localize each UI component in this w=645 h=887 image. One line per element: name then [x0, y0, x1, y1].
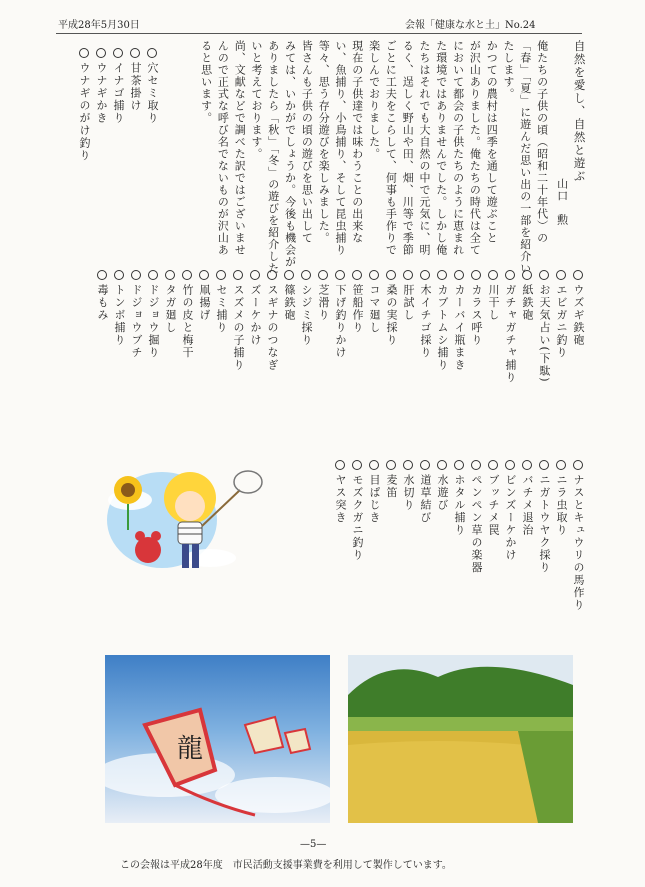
play-name: 水遊び: [436, 474, 449, 512]
play-name: エビガニ釣り: [555, 284, 568, 359]
play-name: イナゴ捕り: [112, 62, 125, 125]
play-list-item: [349, 460, 365, 612]
bullet-circle-icon: [556, 460, 566, 470]
play-name: 篠鉄砲: [283, 284, 296, 322]
play-list-item: [298, 270, 314, 384]
article-line: が沢山ありました。俺たちの時代は全て: [468, 40, 482, 256]
article-title: 自然を愛し、自然と遊ぶ: [572, 40, 587, 183]
play-list-item: [179, 270, 195, 384]
play-name: トンボ捕り: [113, 284, 126, 347]
bullet-circle-icon: [505, 270, 515, 280]
article-line: ありましたら「秋」「冬」の遊びを紹介した: [266, 40, 280, 275]
play-list-item: [553, 270, 569, 384]
play-list-item: [434, 270, 450, 384]
play-name: スギナのつなぎ: [266, 284, 279, 372]
bullet-circle-icon: [420, 460, 430, 470]
bullet-circle-icon: [199, 270, 209, 280]
play-list-item: [451, 270, 467, 384]
play-name: 毒もみ: [96, 284, 109, 322]
article-line: かつての農村は四季を通して遊ぶこと: [485, 40, 499, 244]
play-name: スズメの子捕り: [232, 284, 245, 372]
play-list-item: [417, 460, 433, 612]
play-list-bottom: [332, 460, 586, 612]
bullet-circle-icon: [454, 270, 464, 280]
bullet-circle-icon: [267, 270, 277, 280]
play-name: 川干し: [487, 284, 500, 322]
bullet-circle-icon: [539, 270, 549, 280]
play-list-item: [519, 270, 535, 384]
bullet-circle-icon: [420, 270, 430, 280]
play-name: ヤス突き: [334, 474, 347, 524]
play-list-item: [213, 270, 229, 384]
play-name: 凧揚げ: [198, 284, 211, 322]
bullet-circle-icon: [233, 270, 243, 280]
play-list-item: [332, 270, 348, 384]
play-list-item: [536, 460, 552, 612]
bullet-circle-icon: [335, 270, 345, 280]
bullet-circle-icon: [369, 270, 379, 280]
play-list-item: [281, 270, 297, 384]
play-name: お天気占い(下駄): [538, 284, 551, 384]
kite-character: 龍: [177, 734, 204, 764]
play-list-item: [570, 460, 586, 612]
bullet-circle-icon: [522, 460, 532, 470]
play-list-item: [400, 270, 416, 384]
bullet-circle-icon: [165, 270, 175, 280]
play-list-item: [383, 270, 399, 384]
play-name: 木イチゴ採り: [419, 284, 432, 359]
article-line: ると思います。: [199, 40, 213, 124]
kite-photo: [105, 655, 330, 823]
article-line: 「春」「夏」に遊んだ思い出の一部を紹介い: [518, 40, 532, 275]
article-author: 山口 勲: [555, 178, 569, 226]
play-name: ドジョウ掘り: [147, 284, 160, 359]
article-line: た環境ではありませんでした。しかし俺: [434, 40, 448, 256]
bullet-circle-icon: [335, 460, 345, 470]
play-list-item: [128, 270, 144, 384]
play-name: ドジョウブチ: [130, 284, 143, 359]
bullet-circle-icon: [488, 270, 498, 280]
bullet-circle-icon: [573, 460, 583, 470]
article-line: 皆さんも子供の頃の遊びを思い出して: [300, 40, 314, 244]
play-name: バチメ退治: [521, 474, 534, 537]
play-list-item: [451, 460, 467, 612]
play-name: ホタル捕り: [453, 474, 466, 537]
play-name: ウナギのがけ釣り: [78, 62, 91, 162]
bullet-circle-icon: [471, 270, 481, 280]
play-name: カラス呼り: [470, 284, 483, 347]
play-list-item: [434, 460, 450, 612]
article-line: 楽しんでおりました。: [367, 40, 381, 160]
wheat-field-photo: [348, 655, 573, 823]
play-list-item: [315, 270, 331, 384]
bullet-circle-icon: [386, 270, 396, 280]
bullet-circle-icon: [284, 270, 294, 280]
article-line: において都会の子供たちのように恵まれ: [451, 40, 465, 256]
article-line: みては、いかがでしょうか。今後も機会が: [283, 40, 297, 268]
article-line: 尚、文献などで調べた訳ではございませ: [233, 40, 247, 256]
bullet-circle-icon: [437, 460, 447, 470]
play-name: ウナギかき: [95, 62, 108, 125]
article-line: んので正式な呼び名でないものが沢山あ: [216, 40, 230, 256]
article-line: いと考えております。: [249, 40, 263, 160]
bullet-circle-icon: [97, 270, 107, 280]
bullet-circle-icon: [386, 460, 396, 470]
play-list-item: [485, 270, 501, 384]
play-list-item: [536, 270, 552, 384]
play-name: 水切り: [402, 474, 415, 512]
bullet-circle-icon: [318, 270, 328, 280]
play-name: ガチャガチャ捕り: [504, 284, 517, 384]
article-line: たします。: [501, 40, 515, 100]
play-name: 目ぱじき: [368, 474, 381, 524]
play-list-item: [94, 270, 110, 384]
play-name: セミ捕り: [215, 284, 228, 334]
play-name: モズクガニ釣り: [351, 474, 364, 562]
play-name: タガ廻し: [164, 284, 177, 334]
play-list-item: [145, 270, 161, 384]
bullet-circle-icon: [216, 270, 226, 280]
play-name: ニラ虫取り: [555, 474, 568, 537]
article-line: い、魚捕り、小鳥捕り、そして昆虫捕り: [333, 40, 347, 256]
bullet-circle-icon: [182, 270, 192, 280]
play-list-item: [519, 460, 535, 612]
play-list-item: [468, 460, 484, 612]
play-list-item: [93, 48, 109, 162]
bullet-circle-icon: [148, 270, 158, 280]
play-list-item: [230, 270, 246, 384]
bullet-circle-icon: [131, 270, 141, 280]
play-name: ウズギ鉄砲: [572, 284, 585, 347]
play-name: ブッチメ罠: [487, 474, 500, 537]
play-name: コマ廻し: [368, 284, 381, 334]
bullet-circle-icon: [556, 270, 566, 280]
page-number: —5—: [300, 839, 327, 850]
play-list-item: [417, 270, 433, 384]
play-name: 下げ釣りかけ: [334, 284, 347, 359]
play-name: ニガトウヤク採り: [538, 474, 551, 574]
bullet-circle-icon: [403, 460, 413, 470]
play-list-item: [485, 460, 501, 612]
bullet-circle-icon: [96, 48, 106, 58]
play-name: 麦笛: [385, 474, 398, 499]
bullet-circle-icon: [573, 270, 583, 280]
bullet-circle-icon: [352, 270, 362, 280]
play-list-item: [553, 460, 569, 612]
play-list-item: [144, 48, 160, 162]
play-list-item: [366, 460, 382, 612]
bullet-circle-icon: [369, 460, 379, 470]
bullet-circle-icon: [522, 270, 532, 280]
play-name: カーバイ瓶まき: [453, 284, 466, 372]
play-name: 道草結び: [419, 474, 432, 524]
play-name: カブトムシ捕り: [436, 284, 449, 372]
article-line: るく、逞しく野山や田、畑、川等で季節: [401, 40, 415, 256]
play-list-item: [76, 48, 92, 162]
bullet-circle-icon: [147, 48, 157, 58]
bullet-circle-icon: [114, 270, 124, 280]
play-name: 穴セミ取り: [146, 62, 159, 125]
bullet-circle-icon: [471, 460, 481, 470]
play-list-item: [383, 460, 399, 612]
play-list-item: [264, 270, 280, 384]
play-list-item: [110, 48, 126, 162]
bullet-circle-icon: [250, 270, 260, 280]
header-rule: [56, 33, 582, 34]
bullet-circle-icon: [505, 460, 515, 470]
play-list-item: [111, 270, 127, 384]
play-list-item: [247, 270, 263, 384]
bullet-circle-icon: [454, 460, 464, 470]
bullet-circle-icon: [539, 460, 549, 470]
play-name: 笹船作り: [351, 284, 364, 334]
play-name: 紙鉄砲: [521, 284, 534, 322]
play-list-item: [196, 270, 212, 384]
play-name: 桑の実採り: [385, 284, 398, 347]
play-name: ズーケかけ: [249, 284, 262, 347]
article-line: 俺たちの子供の頃（昭和二十年代）の: [535, 40, 549, 244]
play-name: シジミ採り: [300, 284, 313, 347]
bullet-circle-icon: [488, 460, 498, 470]
play-name: 芝滑り: [317, 284, 330, 322]
play-name: ビンズーケかけ: [504, 474, 517, 562]
play-list-top-left: [76, 48, 160, 162]
play-list-middle: [94, 270, 586, 384]
article-line: 現在の子供達では味わうことの出来な: [350, 40, 364, 244]
newsletter-title: 会報「健康な水と土」No.24: [405, 20, 536, 31]
bullet-circle-icon: [403, 270, 413, 280]
play-list-item: [468, 270, 484, 384]
play-name: ペンペン草の楽器: [470, 474, 483, 574]
play-list-item: [349, 270, 365, 384]
funding-footer: この会報は平成28年度 市民活動支援事業費を利用して製作しています。: [120, 860, 452, 871]
play-name: 竹の皮と梅干: [181, 284, 194, 359]
issue-date: 平成28年5月30日: [58, 20, 140, 31]
article-line: ごとに工夫をこらして、何事も手作りで: [384, 40, 398, 256]
bullet-circle-icon: [130, 48, 140, 58]
play-name: 肝試し: [402, 284, 415, 322]
article-line: 等々、思う存分遊びを楽しみました。: [317, 40, 331, 244]
bullet-circle-icon: [113, 48, 123, 58]
play-list-item: [502, 270, 518, 384]
play-list-item: [400, 460, 416, 612]
play-list-item: [332, 460, 348, 612]
bullet-circle-icon: [79, 48, 89, 58]
play-name: 甘茶掛け: [129, 62, 142, 112]
play-list-item: [162, 270, 178, 384]
child-with-net-illustration: [100, 460, 270, 580]
article-line: たちはそれでも大自然の中で元気に、明: [417, 40, 431, 256]
bullet-circle-icon: [301, 270, 311, 280]
play-list-item: [366, 270, 382, 384]
play-list-item: [502, 460, 518, 612]
bullet-circle-icon: [437, 270, 447, 280]
play-list-item: [127, 48, 143, 162]
play-name: ナスとキュウリの馬作り: [572, 474, 585, 612]
bullet-circle-icon: [352, 460, 362, 470]
play-list-item: [570, 270, 586, 384]
